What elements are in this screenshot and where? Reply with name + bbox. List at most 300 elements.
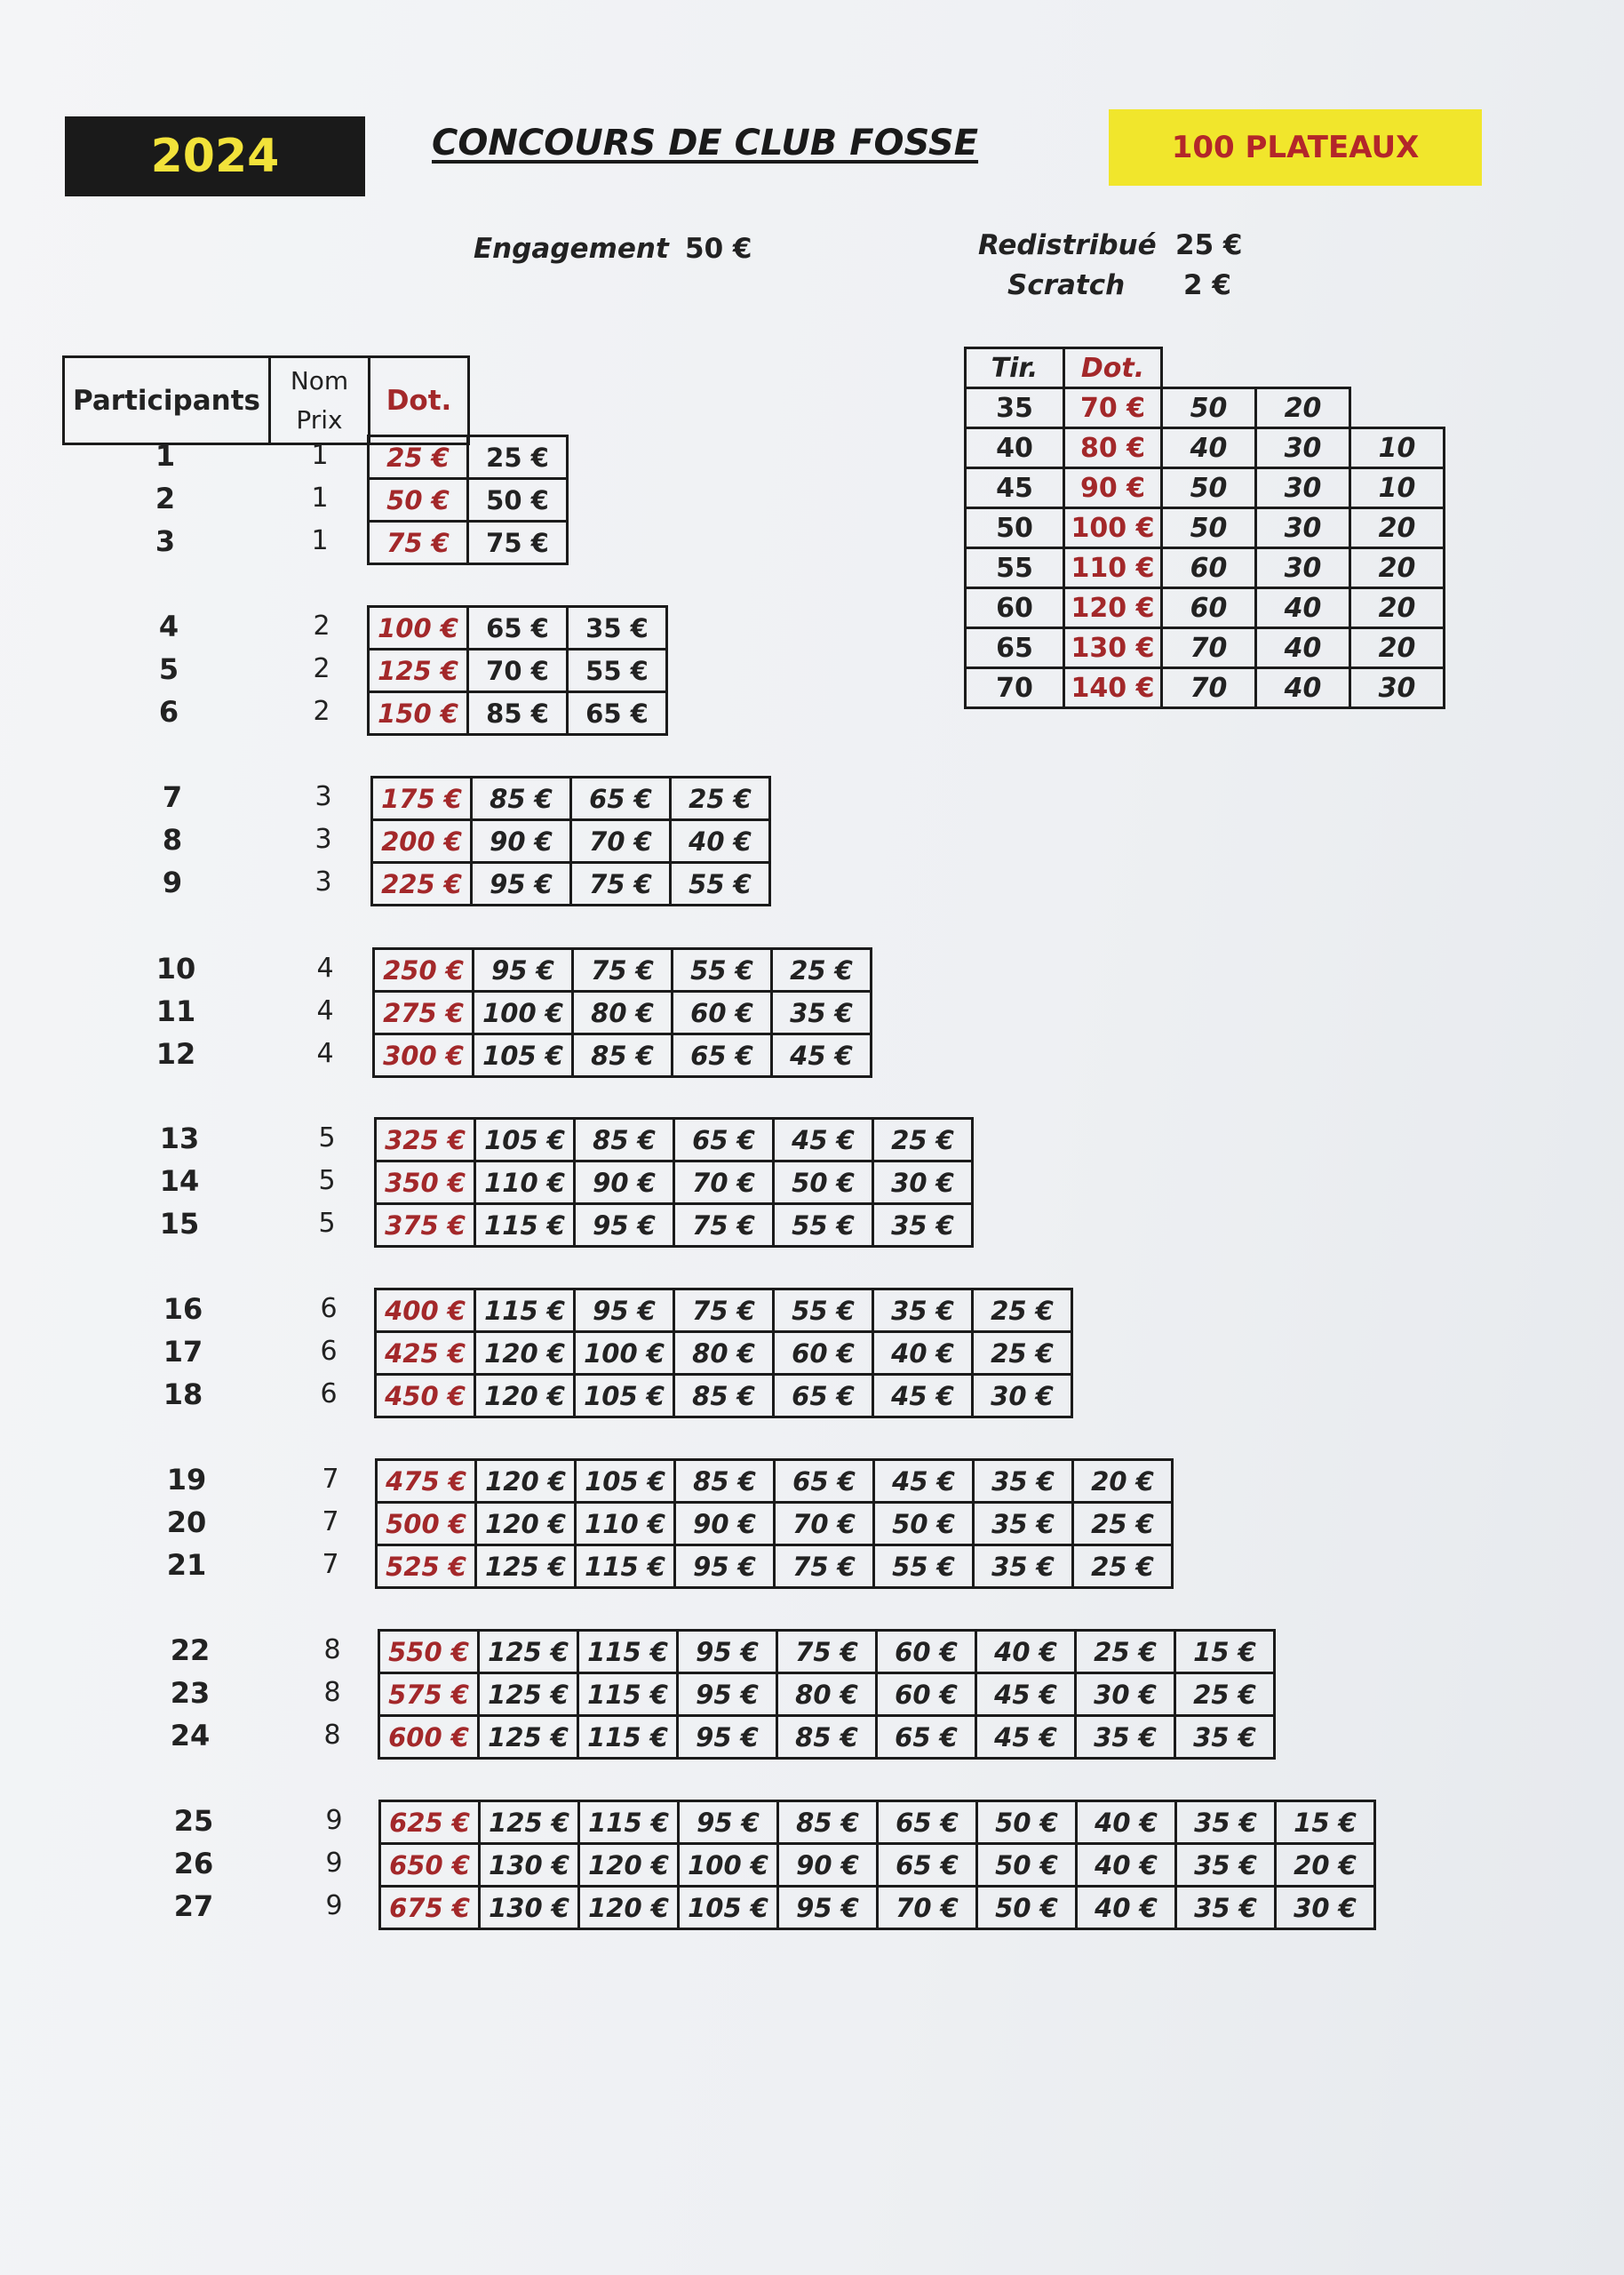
nom-prix-count: 8 [323,1677,341,1708]
tireurs-prize-cell: 50 [1162,388,1256,428]
table-row [369,479,568,522]
tireurs-dot-cell: 90 € [1064,468,1162,508]
table-row [369,692,667,735]
prize-cell: 65 € [774,1375,873,1417]
tireurs-prize-cell: 70 [1162,668,1256,708]
prize-cell: 95 € [474,949,573,992]
prize-cell: 85 € [674,1375,774,1417]
tireurs-prize-cell: 20 [1350,588,1445,628]
prize-cell: 30 € [1276,1887,1375,1929]
tireurs-prize-cell: 20 [1350,628,1445,668]
empty-cell [1256,348,1350,388]
tireurs-prize-cell: 40 [1162,428,1256,468]
prize-cell: 70 € [775,1503,874,1545]
nom-prix-count: 5 [318,1122,336,1153]
table-row [966,428,1445,468]
prize-cell: 75 € [573,949,673,992]
tireurs-dot-cell: 120 € [1064,588,1162,628]
prize-cell: 35 € [1176,1844,1276,1887]
prize-cell: 55 € [671,863,770,906]
prize-cell: 95 € [575,1204,674,1247]
tireurs-count-cell: 50 [966,508,1064,548]
table-row [377,1503,1173,1545]
participants-count: 16 [163,1292,203,1326]
prize-cell: 60 € [877,1631,976,1673]
nom-prix-count: 5 [318,1208,336,1239]
nom-prix-count: 2 [313,653,330,684]
participants-count: 27 [173,1889,214,1923]
dotation-cell: 625 € [380,1801,480,1844]
prize-cell: 75 € [674,1289,774,1332]
prize-cell: 15 € [1276,1801,1375,1844]
dotation-cell: 250 € [374,949,474,992]
nom-prix-count: 6 [320,1336,338,1367]
prize-cell: 25 € [1073,1503,1173,1545]
table-row [966,588,1445,628]
engagement-value: 50 € [685,233,752,265]
table-row [372,820,770,863]
dotation-cell: 100 € [369,607,468,650]
table-row [369,522,568,564]
prize-cell: 100 € [575,1332,674,1375]
prize-cell: 20 € [1276,1844,1375,1887]
tireurs-prize-cell: 20 [1256,388,1350,428]
nom-prix-count: 4 [316,953,334,984]
prize-cell: 35 € [974,1545,1073,1588]
header-nom: Nom [290,365,349,395]
prize-cell: 35 € [873,1204,973,1247]
redistribue-value: 25 € [1175,229,1243,261]
prize-cell: 120 € [579,1844,679,1887]
participants-count: 22 [170,1633,211,1667]
table-row [376,1332,1072,1375]
dotation-cell: 575 € [379,1673,479,1716]
nom-prix-count: 1 [311,483,329,514]
dotation-cell: 300 € [374,1034,474,1077]
table-row [376,1119,973,1161]
prize-cell: 50 € [977,1887,1077,1929]
prize-cell: 25 € [772,949,872,992]
nom-prix-count: 1 [311,440,329,471]
table-row [369,436,568,479]
prize-cell: 40 € [671,820,770,863]
prize-cell: 55 € [774,1289,873,1332]
prize-cell: 35 € [1176,1887,1276,1929]
tireurs-dot-cell: 100 € [1064,508,1162,548]
prize-cell: 125 € [479,1631,578,1673]
nom-prix-count: 2 [313,611,330,642]
tireurs-header-dot: Dot. [1064,348,1162,388]
participants-count: 3 [155,524,176,558]
participants-count: 4 [158,610,179,643]
prize-grid-5 [374,1117,974,1248]
prize-cell: 100 € [474,992,573,1034]
dotation-cell: 125 € [369,650,468,692]
prize-cell: 25 € [873,1119,973,1161]
dotation-cell: 600 € [379,1716,479,1759]
participants-count: 23 [170,1676,211,1710]
participants-count: 13 [159,1122,200,1155]
prize-cell: 115 € [475,1204,575,1247]
participants-count: 24 [170,1719,211,1752]
prize-cell: 65 € [878,1801,977,1844]
table-row [379,1716,1275,1759]
prize-cell: 25 € [468,436,568,479]
prize-cell: 105 € [576,1460,675,1503]
prize-cell: 55 € [774,1204,873,1247]
prize-cell: 85 € [472,778,571,820]
prize-cell: 65 € [878,1844,977,1887]
prize-cell: 95 € [679,1801,778,1844]
table-row [379,1631,1275,1673]
nom-prix-count: 3 [314,824,332,855]
table-row [966,468,1445,508]
prize-cell: 65 € [673,1034,772,1077]
tireurs-dot-cell: 130 € [1064,628,1162,668]
prize-cell: 40 € [873,1332,973,1375]
prize-cell: 70 € [674,1161,774,1204]
tireurs-prize-cell: 30 [1256,428,1350,468]
table-row [374,949,872,992]
prize-cell: 30 € [1076,1673,1175,1716]
prize-cell: 25 € [1073,1545,1173,1588]
participants-count: 17 [163,1335,203,1369]
table-row [380,1801,1375,1844]
prize-cell: 130 € [480,1844,579,1887]
tireurs-prize-cell: 40 [1256,588,1350,628]
page-title: CONCOURS DE CLUB FOSSE [432,123,979,164]
dotation-cell: 500 € [377,1503,476,1545]
prize-cell: 80 € [777,1673,877,1716]
prize-cell: 25 € [973,1289,1072,1332]
prize-cell: 65 € [674,1119,774,1161]
nom-prix-count: 8 [323,1634,341,1665]
prize-cell: 40 € [976,1631,1076,1673]
participants-count: 15 [159,1207,200,1241]
prize-cell: 115 € [576,1545,675,1588]
participants-count: 10 [155,952,196,986]
table-row [966,388,1445,428]
prize-cell: 90 € [778,1844,878,1887]
prize-cell: 105 € [679,1887,778,1929]
tireurs-dot-cell: 80 € [1064,428,1162,468]
nom-prix-count: 2 [313,696,330,727]
prize-cell: 115 € [579,1801,679,1844]
scratch-value: 2 € [1183,269,1231,301]
prize-cell: 95 € [678,1673,777,1716]
dotation-cell: 25 € [369,436,468,479]
prize-cell: 120 € [476,1460,576,1503]
plateaux-banner [1109,109,1482,186]
participants-count: 25 [173,1804,214,1838]
prize-cell: 60 € [877,1673,976,1716]
prize-cell: 40 € [1077,1887,1176,1929]
dotation-cell: 675 € [380,1887,480,1929]
table-row [376,1375,1072,1417]
dotation-cell: 550 € [379,1631,479,1673]
engagement-info [474,233,752,265]
tireurs-prize-cell: 30 [1256,508,1350,548]
prize-cell: 85 € [778,1801,878,1844]
prize-cell: 35 € [974,1503,1073,1545]
prize-table-header [62,355,470,445]
prize-cell: 90 € [472,820,571,863]
prize-cell: 75 € [468,522,568,564]
prize-cell: 115 € [475,1289,575,1332]
tireurs-count-cell: 55 [966,548,1064,588]
table-row [966,668,1445,708]
dotation-cell: 200 € [372,820,472,863]
tireurs-header-tir: Tir. [966,348,1064,388]
prize-cell: 50 € [977,1801,1077,1844]
dotation-cell: 275 € [374,992,474,1034]
nom-prix-count: 1 [311,525,329,556]
nom-prix-count: 6 [320,1378,338,1409]
table-row [376,1204,973,1247]
prize-cell: 120 € [476,1503,576,1545]
prize-grid-2 [367,605,668,736]
prize-cell: 110 € [576,1503,675,1545]
tireurs-prize-cell: 50 [1162,468,1256,508]
table-row [379,1673,1275,1716]
prize-cell: 125 € [479,1716,578,1759]
prize-cell: 65 € [775,1460,874,1503]
table-row [380,1844,1375,1887]
scratch-info [1007,269,1231,301]
prize-cell: 40 € [1077,1801,1176,1844]
dotation-cell: 400 € [376,1289,475,1332]
prize-cell: 75 € [777,1631,877,1673]
prize-cell: 90 € [675,1503,775,1545]
participants-count: 5 [158,652,179,686]
participants-count: 20 [166,1505,207,1539]
prize-cell: 65 € [571,778,671,820]
prize-cell: 95 € [678,1716,777,1759]
table-row [380,1887,1375,1929]
redistribue-label: Redistribué [978,229,1157,261]
tireurs-dot-cell: 110 € [1064,548,1162,588]
prize-cell: 130 € [480,1887,579,1929]
prize-cell: 95 € [778,1887,878,1929]
prize-cell: 35 € [568,607,667,650]
participants-count: 2 [155,482,176,515]
prize-cell: 35 € [772,992,872,1034]
prize-cell: 45 € [976,1716,1076,1759]
prize-cell: 120 € [579,1887,679,1929]
tireurs-prize-cell: 60 [1162,588,1256,628]
prize-cell: 35 € [873,1289,973,1332]
prize-cell: 45 € [976,1673,1076,1716]
prize-cell: 65 € [468,607,568,650]
prize-cell: 25 € [671,778,770,820]
nom-prix-count: 3 [314,866,332,898]
tireurs-prize-cell: 30 [1256,548,1350,588]
tireurs-prize-cell: 20 [1350,548,1445,588]
prize-grid-4 [372,947,872,1078]
participants-count: 9 [162,866,183,899]
prize-cell: 45 € [874,1460,974,1503]
tireurs-prize-cell: 40 [1256,668,1350,708]
prize-cell: 15 € [1175,1631,1275,1673]
table-row [966,508,1445,548]
participants-count: 19 [166,1463,207,1497]
header-nom-prix [270,357,370,444]
prize-cell: 50 € [774,1161,873,1204]
nom-prix-count: 4 [316,995,334,1026]
dotation-cell: 475 € [377,1460,476,1503]
table-row [369,650,667,692]
nom-prix-count: 9 [325,1890,343,1921]
prize-cell: 115 € [578,1631,678,1673]
year-banner [65,116,365,196]
prize-grid-6 [374,1288,1073,1418]
prize-cell: 50 € [468,479,568,522]
participants-count: 11 [155,994,196,1028]
tireurs-dot-cell: 70 € [1064,388,1162,428]
participants-count: 6 [158,695,179,729]
tireurs-count-cell: 35 [966,388,1064,428]
participants-count: 26 [173,1847,214,1880]
prize-cell: 60 € [673,992,772,1034]
prize-cell: 95 € [678,1631,777,1673]
dotation-cell: 425 € [376,1332,475,1375]
tireurs-prize-cell: 10 [1350,428,1445,468]
redistribue-info [978,229,1243,261]
prize-cell: 65 € [877,1716,976,1759]
tireurs-prize-cell: 10 [1350,468,1445,508]
prize-cell: 95 € [575,1289,674,1332]
prize-cell: 45 € [774,1119,873,1161]
prize-cell: 120 € [475,1332,575,1375]
dotation-cell: 325 € [376,1119,475,1161]
prize-cell: 50 € [977,1844,1077,1887]
prize-cell: 60 € [774,1332,873,1375]
engagement-label: Engagement [474,233,669,265]
prize-cell: 55 € [568,650,667,692]
prize-grid-1 [367,435,569,565]
participants-count: 21 [166,1548,207,1582]
table-row [376,1289,1072,1332]
participants-count: 7 [162,780,183,814]
tireurs-table [964,347,1445,709]
empty-cell [1350,388,1445,428]
prize-cell: 50 € [874,1503,974,1545]
prize-cell: 85 € [575,1119,674,1161]
prize-cell: 125 € [479,1673,578,1716]
prize-cell: 75 € [775,1545,874,1588]
table-row [966,548,1445,588]
nom-prix-count: 7 [322,1549,339,1580]
empty-cell [1350,348,1445,388]
tireurs-prize-cell: 50 [1162,508,1256,548]
nom-prix-count: 7 [322,1506,339,1537]
dotation-cell: 225 € [372,863,472,906]
dotation-cell: 450 € [376,1375,475,1417]
prize-cell: 115 € [578,1673,678,1716]
prize-grid-3 [370,776,771,906]
tireurs-count-cell: 45 [966,468,1064,508]
prize-cell: 55 € [673,949,772,992]
prize-cell: 35 € [1175,1716,1275,1759]
prize-cell: 35 € [974,1460,1073,1503]
prize-grid-8 [378,1629,1276,1760]
prize-cell: 125 € [476,1545,576,1588]
prize-cell: 85 € [468,692,568,735]
tireurs-prize-cell: 20 [1350,508,1445,548]
dotation-cell: 50 € [369,479,468,522]
nom-prix-count: 7 [322,1464,339,1495]
tireurs-prize-cell: 30 [1256,468,1350,508]
prize-cell: 105 € [575,1375,674,1417]
prize-cell: 25 € [1076,1631,1175,1673]
participants-count: 14 [159,1164,200,1198]
prize-cell: 75 € [571,863,671,906]
prize-cell: 95 € [675,1545,775,1588]
nom-prix-count: 6 [320,1293,338,1324]
table-row [374,1034,872,1077]
prize-grid-7 [375,1458,1174,1589]
prize-cell: 45 € [873,1375,973,1417]
prize-cell: 25 € [1175,1673,1275,1716]
table-row [376,1161,973,1204]
tireurs-count-cell: 40 [966,428,1064,468]
prize-cell: 65 € [568,692,667,735]
prize-cell: 110 € [475,1161,575,1204]
prize-cell: 35 € [1176,1801,1276,1844]
prize-cell: 120 € [475,1375,575,1417]
header-dot: Dot. [370,357,469,444]
prize-cell: 125 € [480,1801,579,1844]
prize-cell: 20 € [1073,1460,1173,1503]
nom-prix-count: 5 [318,1165,336,1196]
tireurs-dot-cell: 140 € [1064,668,1162,708]
dotation-cell: 350 € [376,1161,475,1204]
header-prix: Prix [296,404,343,435]
prize-cell: 80 € [573,992,673,1034]
prize-cell: 40 € [1077,1844,1176,1887]
table-row [372,778,770,820]
dotation-cell: 650 € [380,1844,480,1887]
dotation-cell: 75 € [369,522,468,564]
nom-prix-count: 9 [325,1848,343,1879]
participants-count: 1 [155,439,176,473]
prize-cell: 45 € [772,1034,872,1077]
prize-cell: 85 € [573,1034,673,1077]
prize-cell: 85 € [777,1716,877,1759]
prize-cell: 85 € [675,1460,775,1503]
table-row [377,1460,1173,1503]
prize-cell: 105 € [474,1034,573,1077]
prize-cell: 55 € [874,1545,974,1588]
tireurs-count-cell: 70 [966,668,1064,708]
header-participants: Participants [64,357,270,444]
table-row [372,863,770,906]
nom-prix-count: 8 [323,1720,341,1751]
participants-count: 18 [163,1377,203,1411]
prize-cell: 95 € [472,863,571,906]
tireurs-count-cell: 65 [966,628,1064,668]
prize-cell: 30 € [873,1161,973,1204]
tireurs-prize-cell: 60 [1162,548,1256,588]
prize-cell: 100 € [679,1844,778,1887]
dotation-cell: 525 € [377,1545,476,1588]
tireurs-header-row [966,348,1445,388]
prize-cell: 105 € [475,1119,575,1161]
prize-cell: 30 € [973,1375,1072,1417]
tireurs-prize-cell: 30 [1350,668,1445,708]
dotation-cell: 150 € [369,692,468,735]
participants-count: 8 [162,823,183,857]
